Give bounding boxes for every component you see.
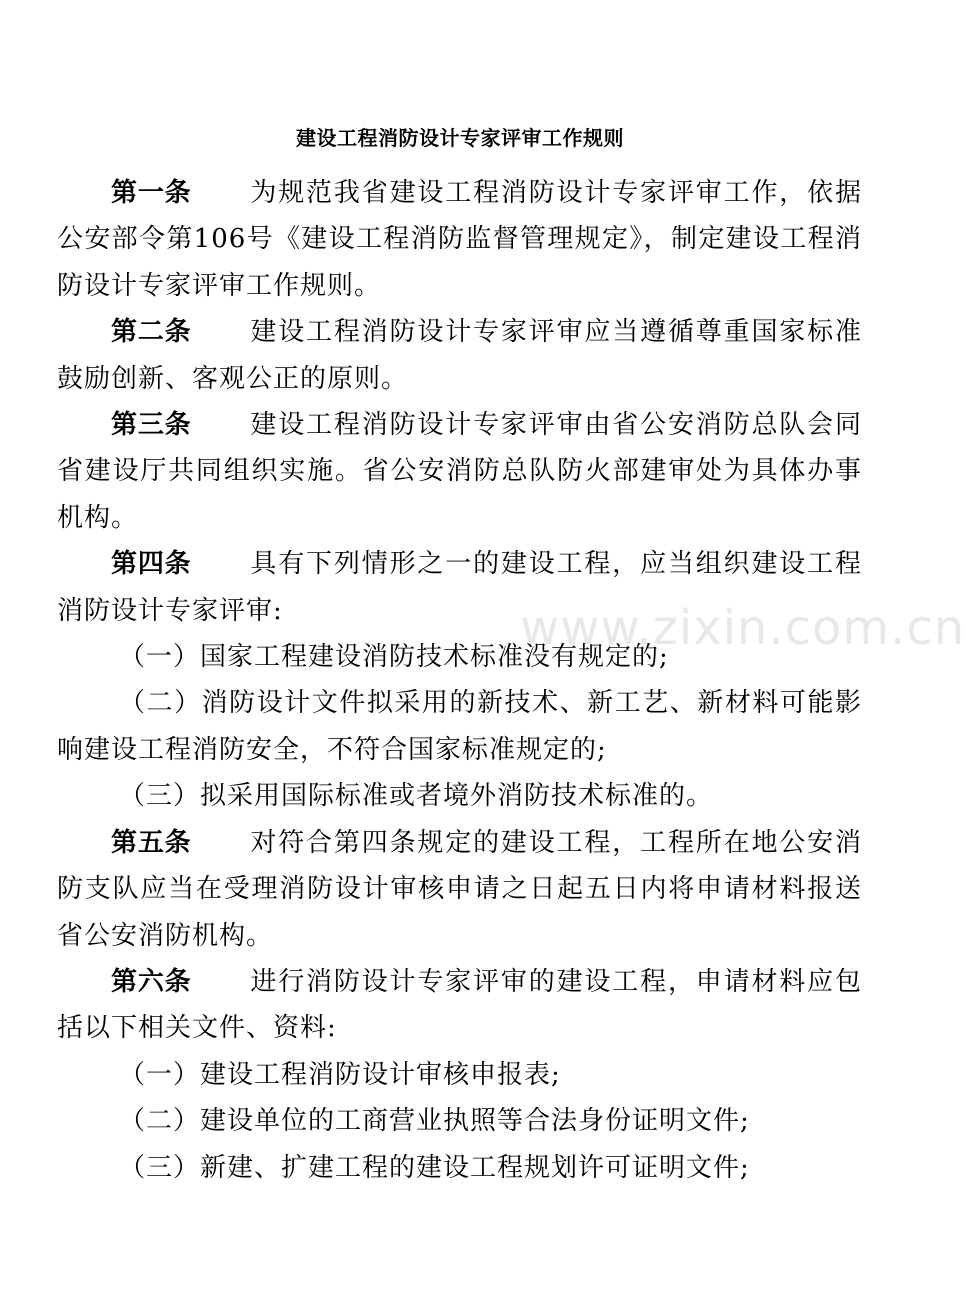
article-number: 第三条 (111, 410, 192, 441)
article-text: 对符合第四条规定的建设工程，工程所在地公安消防支队应当在受理消防设计审核申请之日起五日内将申请材料报送省公安消防机构。 (57, 827, 862, 951)
article-3 (57, 402, 862, 541)
article-1 (57, 170, 862, 309)
list-item: （一）国家工程建设消防技术标准没有规定的; (119, 642, 669, 673)
article-number: 第四条 (111, 549, 192, 580)
article-text: 具有下列情形之一的建设工程，应当组织建设工程消防设计专家评审: (57, 549, 862, 626)
article-4 (57, 541, 862, 634)
article-text: 建设工程消防设计专家评审应当遵循尊重国家标准鼓励创新、客观公正的原则。 (57, 317, 862, 394)
list-item: （二）消防设计文件拟采用的新技术、新工艺、新材料可能影响建设工程消防安全，不符合国家标准规定的; (57, 688, 862, 765)
article-6 (57, 959, 862, 1052)
document-title: 建设工程消防设计专家评审工作规则 (296, 126, 624, 150)
article-number: 第六条 (111, 966, 192, 997)
article-5 (57, 820, 862, 959)
list-item: （一）建设工程消防设计审核申报表; (119, 1059, 561, 1090)
article-text: 为规范我省建设工程消防设计专家评审工作，依据公安部令第106号《建设工程消防监督管理规定》，制定建设工程消防设计专家评审工作规则。 (57, 178, 862, 301)
article-text: 进行消防设计专家评审的建设工程，申请材料应包括以下相关文件、资料: (57, 966, 862, 1044)
list-item: （三）新建、扩建工程的建设工程规划许可证明文件; (119, 1152, 750, 1183)
article-number: 第一条 (111, 178, 192, 208)
list-item: （二）建设单位的工商营业执照等合法身份证明文件; (119, 1106, 750, 1137)
article-2 (57, 309, 862, 402)
list-item: （三）拟采用国际标准或者境外消防技术标准的。 (119, 781, 714, 812)
document-body (57, 170, 862, 1191)
article-text: 建设工程消防设计专家评审由省公安消防总队会同省建设厅共同组织实施。省公安消防总队防火部建审处为具体办事机构。 (57, 410, 862, 533)
article-number: 第五条 (111, 827, 192, 858)
watermark: www.zixin.com.cn (520, 600, 965, 656)
article-number: 第二条 (111, 317, 192, 348)
